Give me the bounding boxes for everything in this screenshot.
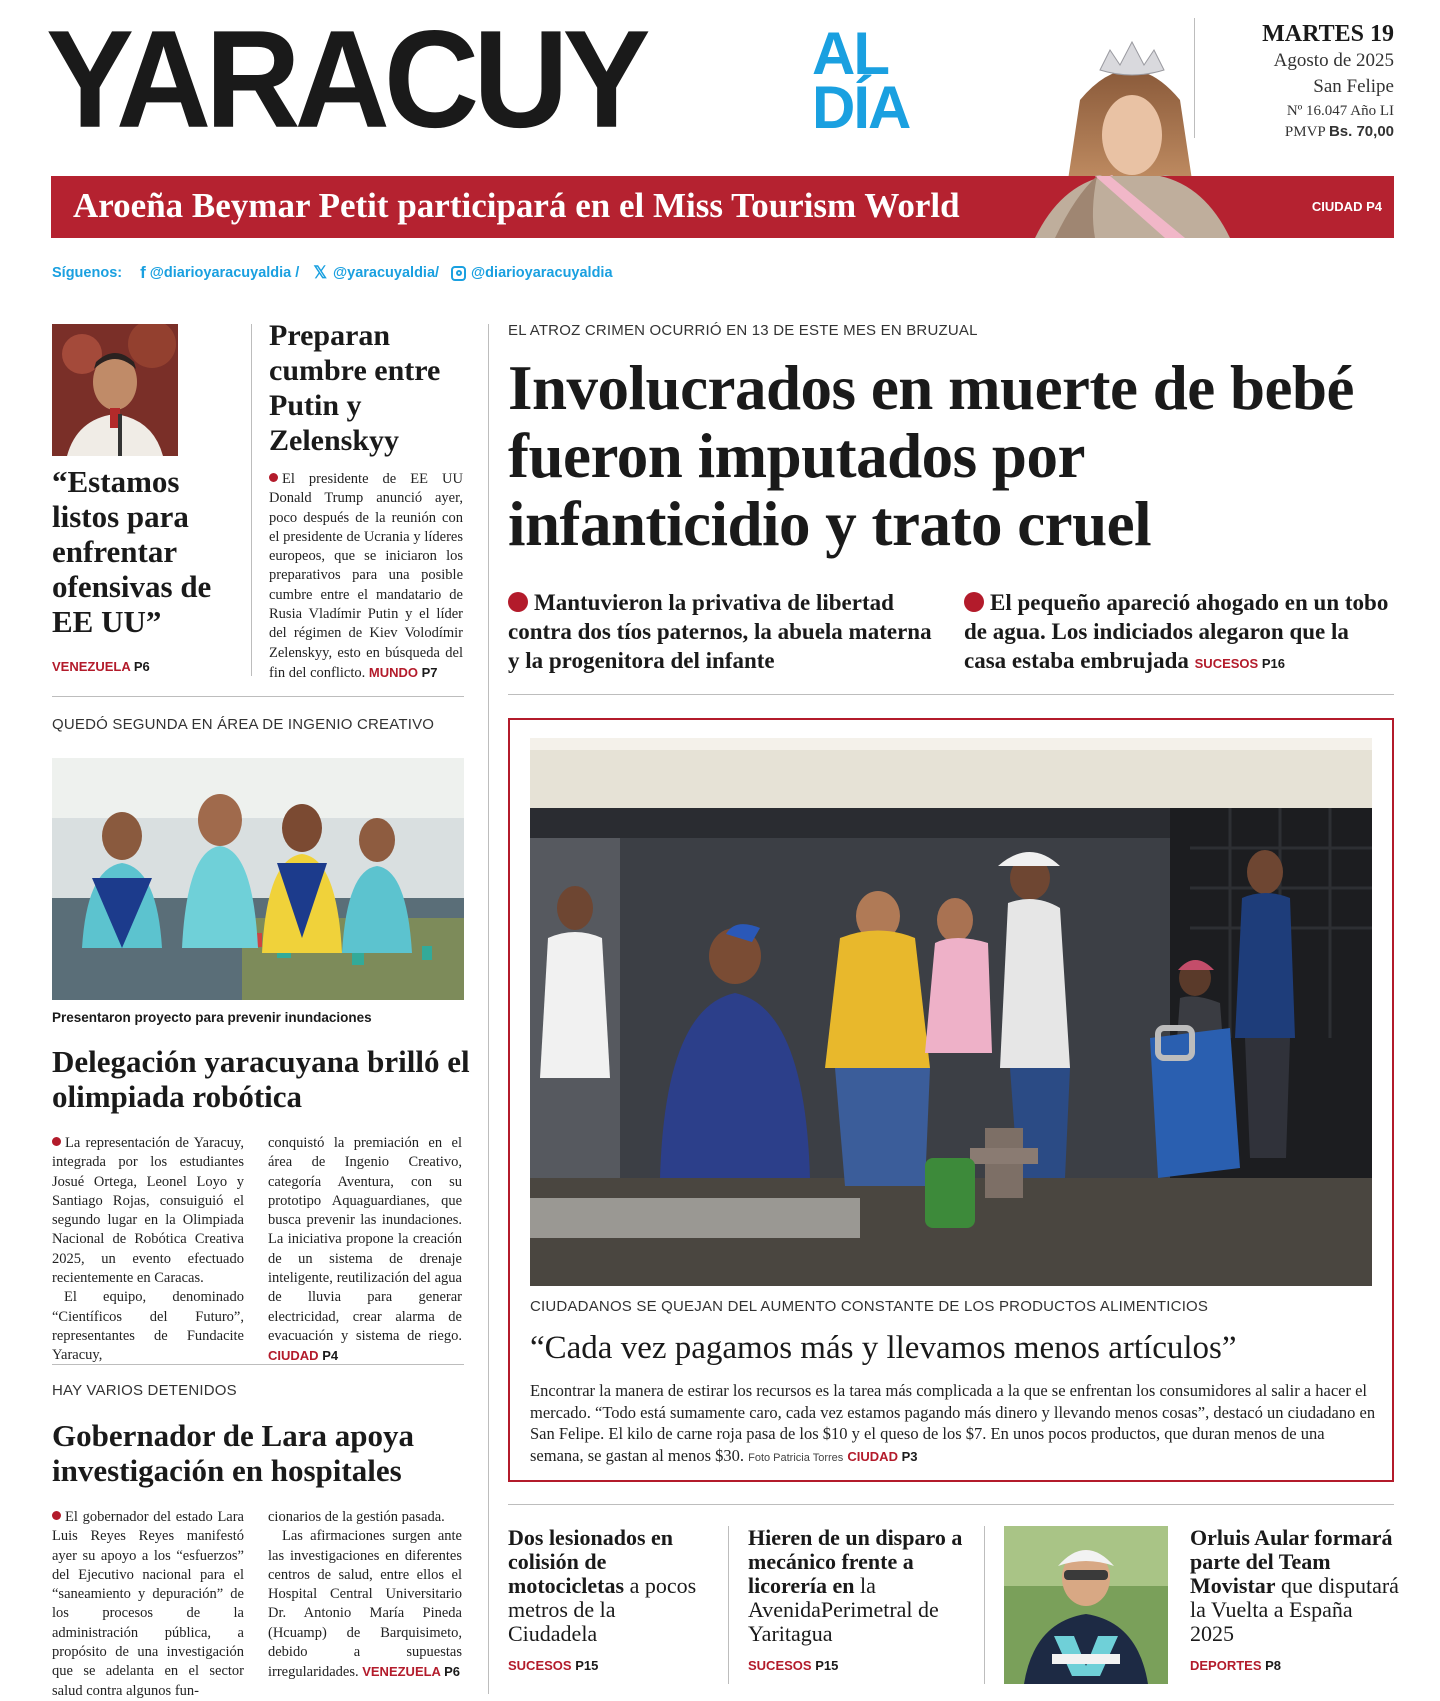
facebook-handle[interactable]: @diarioyaracuyaldia / <box>149 265 300 281</box>
lead-kicker: EL ATROZ CRIMEN OCURRIÓ EN 13 DE ESTE MES EN BRUZUAL <box>508 322 978 339</box>
issue-number <box>1214 100 1394 122</box>
lead-section: SUCESOS <box>1194 656 1259 671</box>
lara-page: P6 <box>444 1664 460 1680</box>
teaser-mechanic[interactable] <box>748 1526 968 1646</box>
teaser-cyclist[interactable] <box>1190 1526 1400 1646</box>
bottom-rule <box>508 1504 1394 1505</box>
logo-al: AL <box>812 20 888 87</box>
teaser-2-light: la AvenidaPerimetral de Yaritagua <box>748 1573 939 1646</box>
market-page: P3 <box>901 1448 918 1464</box>
lara-col2 <box>268 1508 462 1683</box>
robotics-page: P4 <box>322 1348 339 1364</box>
lara-bullet <box>52 1511 61 1520</box>
putin-section: MUNDO <box>368 664 418 680</box>
masthead-logo[interactable] <box>46 1 766 157</box>
left-rule-2 <box>52 1364 464 1365</box>
robotics-caption: Presentaron proyecto para prevenir inundaciones <box>52 1010 372 1025</box>
putin-bullet <box>269 473 278 482</box>
lead-ref[interactable] <box>1195 656 1285 671</box>
teaser-2-bold: Hieren de un disparo a mecánico frente a licorería en <box>748 1525 963 1598</box>
left-col-divider <box>251 324 252 676</box>
lara-col2b-text: Las afirmaciones surgen ante las investigaciones en diferentes centros de salud, entre ellos el Hospital Central Universitario Dr. Antonio María Pineda (Hcuamp) de Barquisimeto, debido a supuestas irregularidades. <box>268 1528 462 1681</box>
robotics-col2-text: conquistó la premiación en el área de Ingenio Creativo, categoría Aventura, con su prototipo Aquaguardianes, que busca prevenir las inundaciones. La iniciativa propone la creación de un sistema de drenaje inteligente, reutilización del agua de lluvia para generar electricidad, crear alarma de evacuación y sistema de riego. <box>268 1135 462 1344</box>
teaser-2-section: SUCESOS <box>748 1658 812 1673</box>
instagram-icon[interactable] <box>451 266 466 281</box>
issue-city: San Felipe <box>1313 76 1394 97</box>
robotics-section: CIUDAD <box>268 1348 319 1364</box>
teaser-2-page: P15 <box>815 1658 839 1673</box>
banner-section: CIUDAD <box>1311 199 1363 214</box>
robotics-kicker: QUEDÓ SEGUNDA EN ÁREA DE INGENIO CREATIVO <box>52 716 435 733</box>
putin-body <box>269 470 463 683</box>
lara-col1-text: El gobernador del estado Lara Luis Reyes Reyes manifestó ayer su apoyo a los “esfuerzos” del Ejecutivo nacional para el “saneamiento y depuración” de los procesos de la administración pública, a propósito de una investigación que se adelanta en el sector salud contra algunos fun- <box>52 1509 244 1699</box>
issue-date: Agosto de 2025 <box>1273 50 1394 71</box>
lead-deck-2 <box>964 588 1394 678</box>
robotics-col1b: El equipo, denominado “Científicos del Futuro”, representantes de Fundacite Yaracuy, <box>52 1289 244 1364</box>
putin-body-text: El presidente de EE UU Donald Trump anunció ayer, poco después de la reunión con el presidente de Ucrania y líderes europeos, que se iniciaron los preparativos para una posible cumbre entre el mandatario de Rusia Vladímir Putin y el líder del régimen de Kiev Volodímir Zelenskyy, esto en búsqueda del fin del conflicto. <box>269 471 463 681</box>
robotics-photo <box>52 758 464 1000</box>
teaser-motorcycles[interactable] <box>508 1526 708 1646</box>
lead-deck-1 <box>508 588 940 675</box>
lead-headline[interactable]: Involucrados en muerte de bebé fueron imputados por infanticidio y trato cruel <box>508 353 1354 559</box>
miss-photo-overlay <box>1035 176 1230 238</box>
lead-rule <box>508 694 1394 695</box>
putin-page: P7 <box>421 664 438 680</box>
price-value: Bs. 70,00 <box>1328 123 1394 140</box>
logo-al-dia <box>812 20 952 141</box>
instagram-handle[interactable]: @diarioyaracuyaldia <box>471 265 613 281</box>
main-col-divider <box>488 324 489 1694</box>
market-body-text: Encontrar la manera de estirar los recursos es la tarea más complicada a la que se enfrentan los consumidores al salir a hacer el mercado. “Todo está sumamente caro, cada vez estamos pagando más dinero y llevando menos cosas”, destacó un ciudadano en San Felipe. El kilo de carne roja pasa de los $10 y el queso de los $7. En unos pocos productos, que duran menos de una semana, se gastan al menos $30. <box>530 1381 1376 1465</box>
x-icon[interactable]: 𝕏 <box>313 263 328 282</box>
lead-page: P16 <box>1261 656 1285 671</box>
market-credit: Foto Patricia Torres <box>748 1451 844 1464</box>
teaser-1-section: SUCESOS <box>508 1658 572 1673</box>
maduro-page: P6 <box>133 659 150 674</box>
maduro-ref[interactable] <box>52 659 150 674</box>
teaser-1-page: P15 <box>575 1658 599 1673</box>
market-photo <box>530 738 1372 1286</box>
teaser-divider-1 <box>728 1526 729 1684</box>
teaser-3-page: P8 <box>1265 1658 1282 1673</box>
banner-headline: Aroeña Beymar Petit participará en el Miss Tourism World <box>73 186 960 225</box>
teaser-1-ref[interactable] <box>508 1658 598 1673</box>
robotics-bullet <box>52 1137 61 1146</box>
deck1-bullet <box>508 592 528 612</box>
banner-ref <box>1312 199 1382 214</box>
putin-headline[interactable]: Preparan cumbre entre Putin y Zelenskyy <box>269 319 441 457</box>
market-headline[interactable]: “Cada vez pagamos más y llevamos menos artículos” <box>530 1330 1237 1366</box>
robotics-col1 <box>52 1134 244 1366</box>
teaser-1-bold: Dos lesionados en colisión de motocicletas <box>508 1525 674 1598</box>
robotics-headline[interactable]: Delegación yaracuyana brilló el olimpiada robótica <box>52 1044 470 1114</box>
lara-section: VENEZUELA <box>362 1664 441 1680</box>
teaser-1-light: a pocos metros de la Ciudadela <box>508 1573 697 1646</box>
banner-page: P4 <box>1366 199 1382 214</box>
date-divider <box>1194 18 1195 138</box>
market-kicker: CIUDADANOS SE QUEJAN DEL AUMENTO CONSTANTE DE LOS PRODUCTOS ALIMENTICIOS <box>530 1298 1209 1315</box>
issue-price <box>1214 122 1394 142</box>
issue-day: MARTES 19 <box>1262 21 1394 47</box>
robotics-col1-text: La representación de Yaracuy, integrada por los estudiantes Josué Ortega, Leonel Loyo y Santiago Rojas, consuiguió el segundo lugar en la Olimpiada Nacional de Robótica Creativa 2025, un evento efectuado recientemente en Caracas. <box>52 1135 244 1287</box>
maduro-quote[interactable]: “Estamos listos para enfrentar ofensivas de EE UU” <box>52 464 212 639</box>
teaser-divider-2 <box>984 1526 985 1684</box>
lara-ref[interactable] <box>362 1664 460 1679</box>
logo-dia: DÍA <box>812 74 910 141</box>
teaser-2-ref[interactable] <box>748 1658 838 1673</box>
left-rule-1 <box>52 696 464 697</box>
social-row <box>52 262 613 284</box>
lara-kicker: HAY VARIOS DETENIDOS <box>52 1382 237 1399</box>
lara-col2b <box>268 1527 462 1682</box>
x-handle[interactable]: @yaracuyaldia/ <box>333 265 440 281</box>
teaser-3-ref[interactable] <box>1190 1658 1281 1673</box>
facebook-icon[interactable]: f <box>140 263 146 282</box>
issue-year: Año LI <box>1350 103 1394 119</box>
social-label: Síguenos: <box>52 265 123 281</box>
maduro-section: VENEZUELA <box>52 659 131 674</box>
teaser-3-light: que disputará la Vuelta a España 2025 <box>1190 1573 1399 1646</box>
robotics-ref[interactable] <box>268 1348 338 1363</box>
date-block <box>1214 20 1394 142</box>
lead-deck-2-text: El pequeño apareció ahogado en un tobo de agua. Los indiciados alegaron que la casa estaba embrujada <box>964 590 1389 673</box>
lara-headline[interactable]: Gobernador de Lara apoya investigación en hospitales <box>52 1418 414 1488</box>
teaser-3-section: DEPORTES <box>1190 1658 1262 1673</box>
market-body <box>530 1380 1376 1469</box>
cyclist-photo <box>1004 1526 1168 1684</box>
maduro-photo <box>52 324 178 456</box>
lead-deck-1-text: Mantuvieron la privativa de libertad contra dos tíos paternos, la abuela materna y la progenitora del infante <box>508 590 932 673</box>
lara-col1 <box>52 1508 244 1701</box>
teaser-3-bold: Orluis Aular formará parte del Team Movistar <box>1190 1525 1393 1598</box>
issue-number-value: Nº 16.047 <box>1286 103 1348 119</box>
deck2-bullet <box>964 592 984 612</box>
market-ref[interactable] <box>847 1449 917 1464</box>
logo-yaracuy: YARACUY <box>46 1 645 157</box>
robotics-col2 <box>268 1134 462 1367</box>
price-label: PMVP <box>1284 124 1326 140</box>
putin-ref[interactable] <box>369 665 438 680</box>
market-section: CIUDAD <box>847 1448 898 1464</box>
lara-col2-text: cionarios de la gestión pasada. <box>268 1509 445 1525</box>
